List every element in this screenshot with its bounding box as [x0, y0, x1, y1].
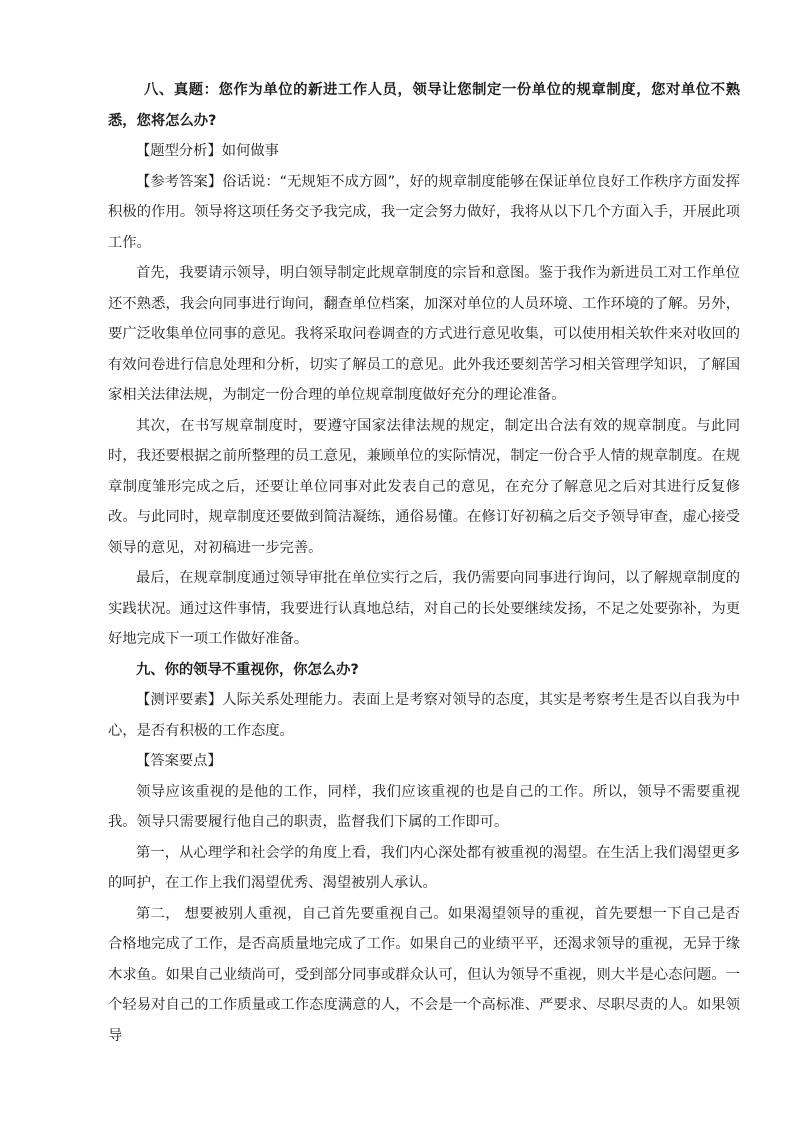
document-page [108, 75, 740, 1051]
question-9-heading: 九、你的领导不重视你，你怎么办? [136, 661, 359, 678]
question-8-heading: 八、真题：您作为单位的新进工作人员，领导让您制定一份单位的规章制度，您对单位不熟悉，您将怎么办? [108, 82, 740, 129]
question-9-paragraph-3: 第二， 想要被别人重视，自己首先要重视自己。如果渴望领导的重视，首先要想一下自己是否合格地完成了工作，是否高质量地完成了工作。如果自己的业绩平平，还渴求领导的重视，无异于缘木求鱼。如果自己业绩尚可，受到部分同事或群众认可，但认为领导不重视，则大半是心态问题。一个轻易对自己的工作质量或工作态度满意的人，不会是一个高标准、严要求、尽职尽责的人。如果领导 [108, 905, 740, 1044]
question-8-answer: 【参考答案】俗话说：“无规矩不成方圆”，好的规章制度能够在保证单位良好工作秩序方面发挥积极的作用。领导将这项任务交予我完成，我一定会努力做好，我将从以下几个方面入手，开展此项工作。 [108, 173, 740, 251]
question-9-eval: 【测评要素】人际关系处理能力。表面上是考察对领导的态度，其实是考察考生是否以自我为中心，是否有积极的工作态度。 [108, 692, 740, 739]
question-8-type: 【题型分析】如何做事 [136, 143, 279, 159]
question-9-paragraph-2: 第一，从心理学和社会学的角度上看，我们内心深处都有被重视的渴望。在生活上我们渴望更多的呵护，在工作上我们渴望优秀、渴望被别人承认。 [108, 844, 740, 891]
question-8-paragraph-1: 首先，我要请示领导，明白领导制定此规章制度的宗旨和意图。鉴于我作为新进员工对工作单位还不熟悉，我会向同事进行询问，翻查单位档案，加深对单位的人员环境、工作环境的了解。另外，要广泛收集单位同事的意见。我将采取问卷调查的方式进行意见收集，可以使用相关软件来对收回的有效问卷进行信息处理和分析，切实了解员工的意见。此外我还要刻苦学习相关管理学知识，了解国家相关法律法规，为制定一份合理的单位规章制度做好充分的理论准备。 [108, 265, 740, 403]
question-8-paragraph-2: 其次，在书写规章制度时，要遵守国家法律法规的规定，制定出合法有效的规章制度。与此同时，我还要根据之前所整理的员工意见，兼顾单位的实际情况，制定一份合乎人情的规章制度。在规章制度雏形完成之后，还要让单位同事对此发表自己的意见，在充分了解意见之后对其进行反复修改。与此同时，规章制度还要做到简洁凝练，通俗易懂。在修订好初稿之后交予领导审查，虚心接受领导的意见，对初稿进一步完善。 [108, 417, 740, 556]
question-9-paragraph-1: 领导应该重视的是他的工作，同样，我们应该重视的也是自己的工作。所以，领导不需要重视我。领导只需要履行他自己的职责，监督我们下属的工作即可。 [108, 783, 740, 830]
question-9-points-label: 【答案要点】 [136, 753, 222, 769]
question-8-paragraph-3: 最后，在规章制度通过领导审批在单位实行之后，我仍需要向同事进行询问，以了解规章制度的实践状况。通过这件事情，我要进行认真地总结，对自己的长处要继续发扬，不足之处要弥补，为更好地完成下一项工作做好准备。 [108, 570, 740, 647]
